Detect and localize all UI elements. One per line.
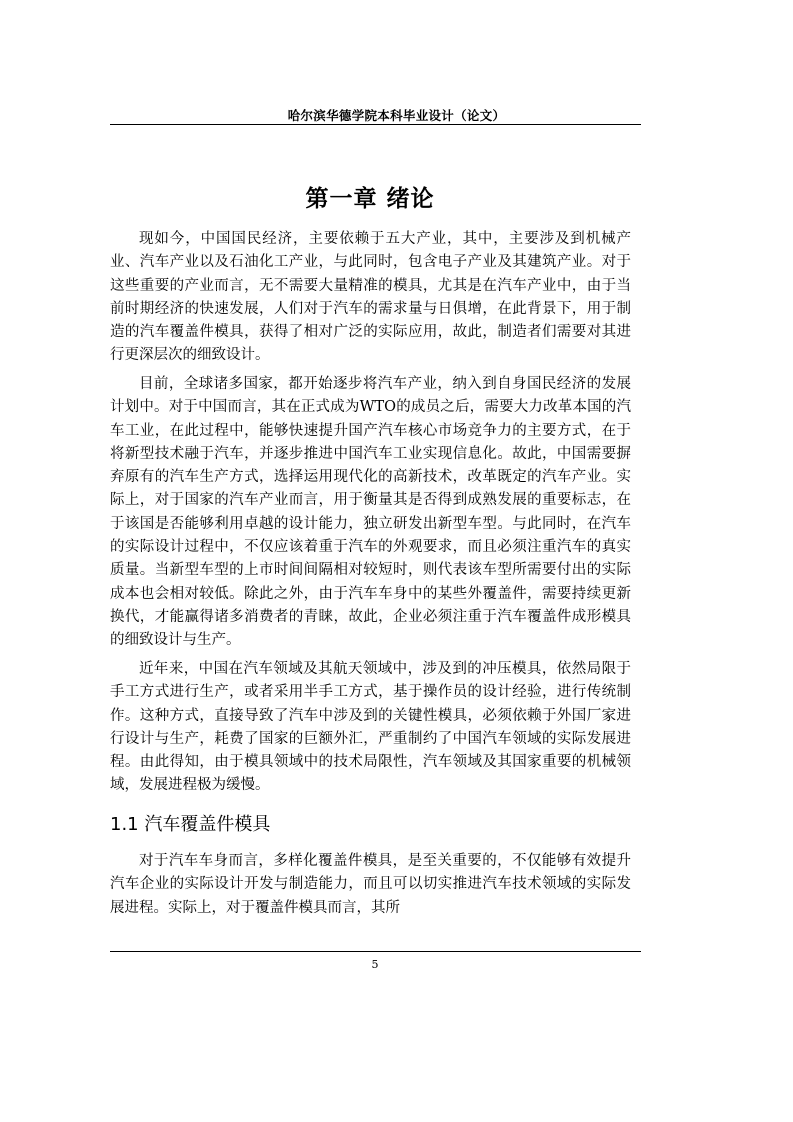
section-paragraph bbox=[110, 850, 631, 920]
body-paragraph-3 bbox=[110, 658, 631, 798]
footer-divider bbox=[110, 951, 641, 952]
page-number: 5 bbox=[371, 958, 379, 971]
body-paragraph-2 bbox=[110, 373, 631, 653]
chapter-title: 第一章 绪论 bbox=[305, 186, 435, 212]
body-paragraph-1 bbox=[110, 228, 631, 368]
paragraph-text: 现如今，中国国民经济，主要依赖于五大产业，其中，主要涉及到机械产业、汽车产业以及石油化工产业，与此同时，包含电子产业及其建筑产业。对于这些重要的产业而言，无不需要大量精准的模具，尤其是在汽车产业中，由于当前时期经济的快速发展，人们对于汽车的需求量与日俱增，在此背景下，用于制造的汽车覆盖件模具，获得了相对广泛的实际应用，故此，制造者们需要对其进行更深层次的细致设计。 bbox=[110, 231, 631, 364]
paragraph-text: 近年来，中国在汽车领域及其航天领域中，涉及到的冲压模具，依然局限于手工方式进行生产，或者采用半手工方式，基于操作员的设计经验，进行传统制作。这种方式，直接导致了汽车中涉及到的关键性模具，必须依赖于外国厂家进行设计与生产，耗费了国家的巨额外汇，严重制约了中国汽车领域的实际发展进程。由此得知，由于模具领域中的技术局限性，汽车领域及其国家重要的机械领域，发展进程极为缓慢。 bbox=[110, 661, 631, 794]
section-heading: 1.1 汽车覆盖件模具 bbox=[110, 814, 271, 835]
paragraph-text: 对于汽车车身而言，多样化覆盖件模具，是至关重要的，不仅能够有效提升汽车企业的实际设计开发与制造能力，而且可以切实推进汽车技术领域的实际发展进程。实际上，对于覆盖件模具而言，其所 bbox=[110, 853, 631, 916]
running-header: 哈尔滨华德学院本科毕业设计（论文） bbox=[287, 108, 506, 123]
header-divider bbox=[110, 124, 641, 125]
paragraph-text: 目前，全球诸多国家，都开始逐步将汽车产业，纳入到自身国民经济的发展计划中。对于中国而言，其在正式成为WTO的成员之后，需要大力改革本国的汽车工业，在此过程中，能够快速提升国产汽车核心市场竞争力的主要方式，在于将新型技术融于汽车，并逐步推进中国汽车工业实现信息化。故此，中国需要摒弃原有的汽车生产方式，选择运用现代化的高新技术，改革既定的汽车产业。实际上，对于国家的汽车产业而言，用于衡量其是否得到成熟发展的重要标志，在于该国是否能够利用卓越的设计能力，独立研发出新型车型。与此同时，在汽车的实际设计过程中，不仅应该着重于汽车的外观要求，而且必须注重汽车的真实质量。当新型车型的上市时间间隔相对较短时，则代表该车型所需要付出的实际成本也会相对较低。除此之外，由于汽车车身中的某些外覆盖件，需要持续更新换代，才能赢得诸多消费者的青睐，故此，企业必须注重于汽车覆盖件成形模具的细致设计与生产。 bbox=[110, 376, 631, 649]
